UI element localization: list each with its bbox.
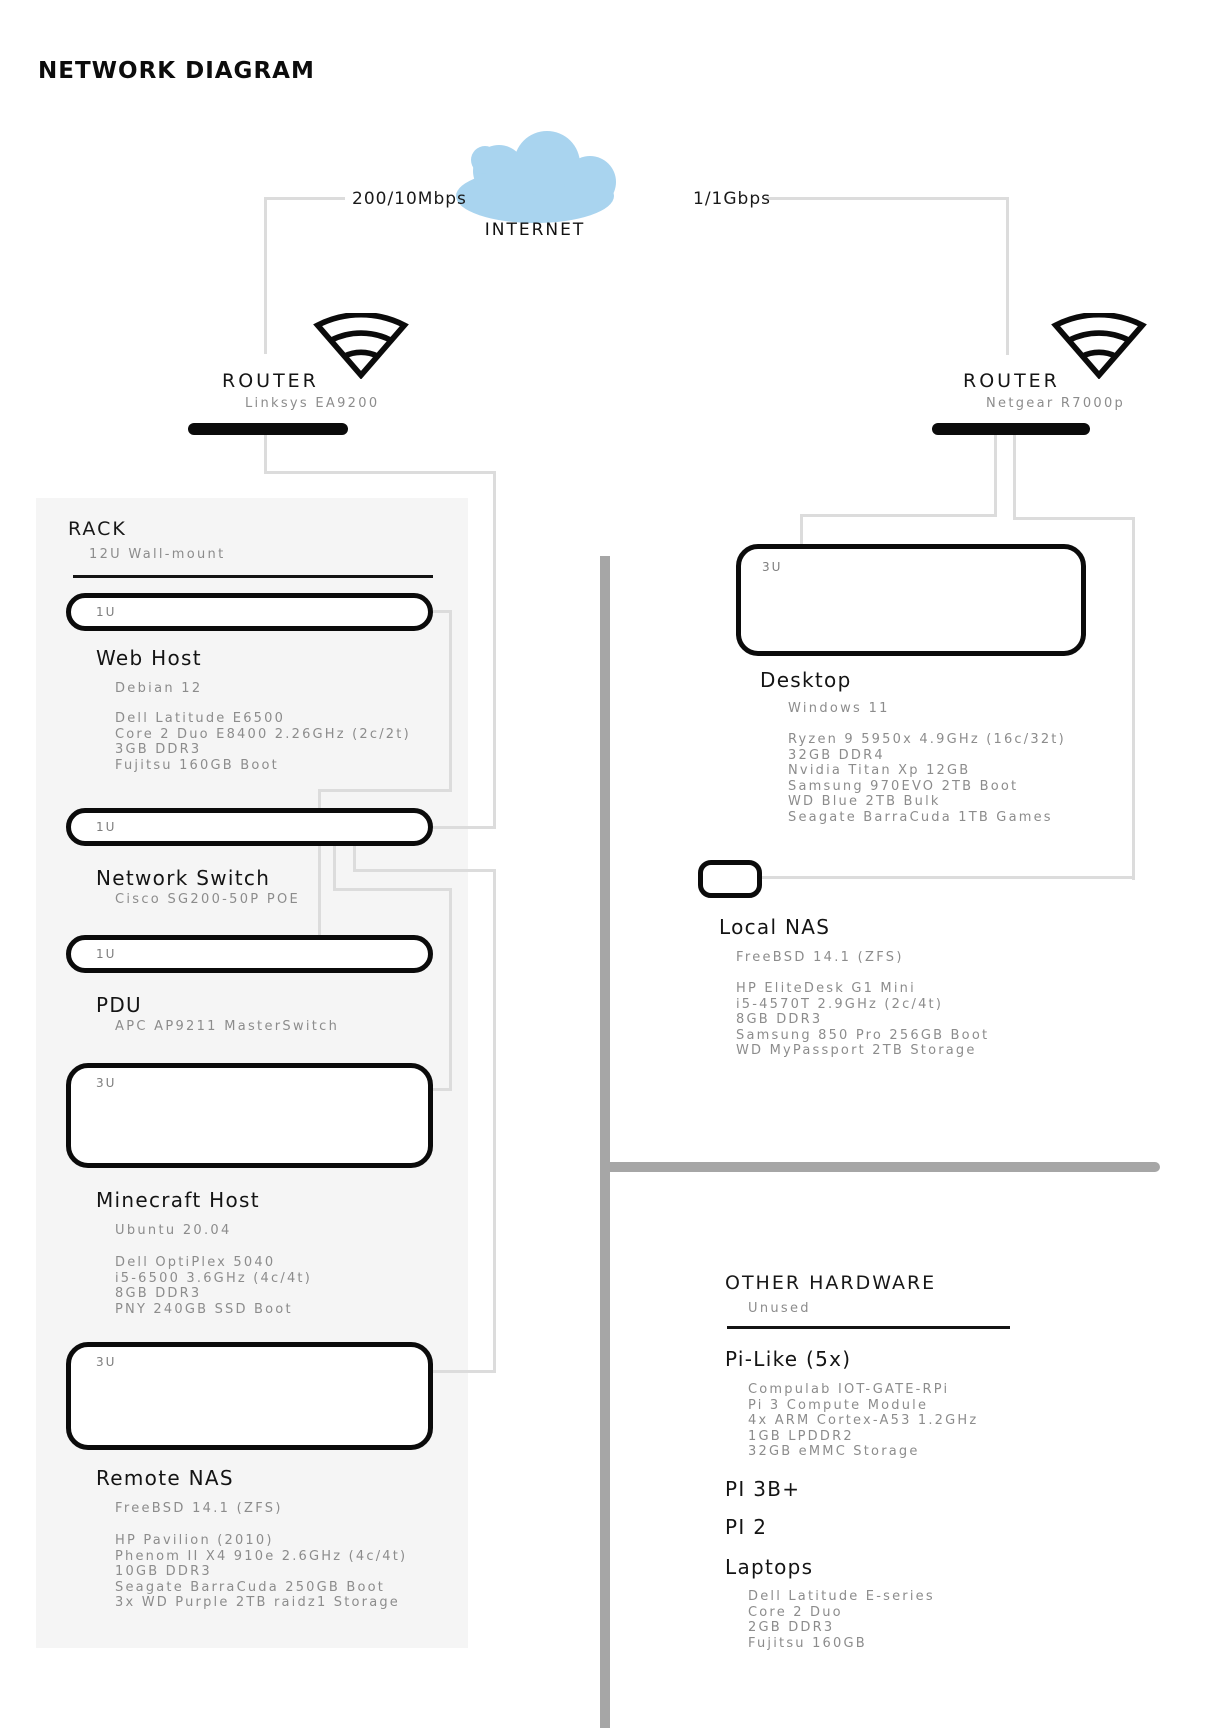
connector-internet-right — [766, 197, 1008, 200]
laptops-title: Laptops — [725, 1555, 814, 1579]
webhost-specs — [115, 711, 411, 773]
remotenas-title: Remote NAS — [96, 1466, 234, 1490]
spec-line: Phenom II X4 910e 2.6GHz (4c/4t) — [115, 1548, 408, 1564]
spec-line: Fujitsu 160GB — [748, 1635, 867, 1651]
pdu-os: APC AP9211 MasterSwitch — [115, 1019, 340, 1034]
spec-line: Core 2 Duo E8400 2.26GHz (2c/2t) — [115, 726, 411, 742]
pi2-title: PI 2 — [725, 1515, 768, 1539]
webhost-u-label: 1U — [96, 605, 117, 619]
connector-switch-to-remotenas — [493, 869, 496, 1373]
spec-line: Dell Latitude E6500 — [115, 711, 286, 726]
desktop-specs — [788, 732, 1066, 826]
pilike-title: Pi-Like (5x) — [725, 1347, 852, 1371]
connector-left-router-down — [264, 433, 267, 474]
spec-line: Core 2 Duo — [748, 1604, 843, 1620]
pdu-unit-box — [66, 935, 433, 973]
webhost-os: Debian 12 — [115, 681, 203, 696]
connector-to-localnas-down — [1132, 517, 1135, 880]
connector-into-switch-right — [433, 826, 495, 829]
remotenas-os: FreeBSD 14.1 (ZFS) — [115, 1501, 283, 1516]
spec-line: Ryzen 9 5950x 4.9GHz (16c/32t) — [788, 732, 1066, 747]
desktop-u-label: 3U — [762, 560, 783, 574]
spec-line: 10GB DDR3 — [115, 1564, 212, 1580]
spec-line: 3GB DDR3 — [115, 742, 202, 758]
spec-line: 2GB DDR3 — [748, 1620, 835, 1636]
webhost-title: Web Host — [96, 646, 202, 670]
connector-internet-to-right-router — [1006, 197, 1009, 355]
minecraft-specs — [115, 1255, 312, 1317]
left-router-base-bar — [188, 423, 348, 435]
right-speed-label: 1/1Gbps — [693, 189, 771, 209]
spec-line: Samsung 850 Pro 256GB Boot — [736, 1027, 990, 1043]
rack-subheading: 12U Wall-mount — [89, 547, 226, 562]
localnas-specs — [736, 981, 989, 1059]
connector-into-localnas — [762, 876, 1135, 879]
connector-webhost-left — [318, 789, 452, 792]
desktop-unit-box — [736, 544, 1086, 656]
spec-line: Pi 3 Compute Module — [748, 1397, 929, 1413]
switch-unit-box — [66, 808, 433, 846]
spec-line: Seagate BarraCuda 250GB Boot — [115, 1579, 386, 1595]
remotenas-unit-box — [66, 1342, 433, 1450]
left-router-name: ROUTER — [222, 370, 319, 392]
rack-rule — [73, 575, 433, 578]
switch-os: Cisco SG200-50P POE — [115, 892, 301, 907]
cloud-icon — [450, 130, 620, 225]
spec-line: i5-6500 3.6GHz (4c/4t) — [115, 1270, 312, 1286]
connector-webhost-into-switch — [318, 789, 321, 810]
connector-internet-to-left-router — [264, 197, 267, 354]
left-router-model: Linksys EA9200 — [245, 396, 380, 411]
rack-heading: RACK — [68, 518, 127, 540]
spec-line: Dell OptiPlex 5040 — [115, 1255, 276, 1270]
connector-left-router-across — [264, 471, 496, 474]
otherhw-rule — [727, 1326, 1010, 1329]
spec-line: 32GB eMMC Storage — [748, 1444, 920, 1460]
spec-line: Fujitsu 160GB Boot — [115, 757, 279, 773]
spec-line: WD Blue 2TB Bulk — [788, 794, 941, 810]
pi3b-title: PI 3B+ — [725, 1477, 801, 1501]
localnas-title: Local NAS — [719, 915, 831, 939]
spec-line: 8GB DDR3 — [115, 1286, 202, 1302]
connector-webhost-down — [449, 610, 452, 792]
connector-switch-across-a — [333, 888, 452, 891]
spec-line: HP Pavilion (2010) — [115, 1533, 274, 1548]
connector-switch-down-a — [333, 845, 336, 891]
spec-line: 4x ARM Cortex-A53 1.2GHz — [748, 1413, 979, 1429]
connector-switch-down-b — [353, 845, 356, 872]
connector-into-minecraft — [433, 1088, 452, 1091]
pilike-specs — [748, 1382, 978, 1460]
right-router-base-bar — [932, 423, 1090, 435]
spec-line: i5-4570T 2.9GHz (2c/4t) — [736, 996, 944, 1012]
pdu-title: PDU — [96, 993, 142, 1017]
wifi-icon — [308, 313, 414, 379]
spec-line: HP EliteDesk G1 Mini — [736, 981, 916, 996]
minecraft-u-label: 3U — [96, 1076, 117, 1090]
spec-line: WD MyPassport 2TB Storage — [736, 1043, 977, 1059]
wifi-icon — [1046, 313, 1152, 379]
spec-line: Nvidia Titan Xp 12GB — [788, 763, 971, 779]
remotenas-specs — [115, 1533, 407, 1611]
minecraft-title: Minecraft Host — [96, 1188, 260, 1212]
localnas-os: FreeBSD 14.1 (ZFS) — [736, 950, 904, 965]
minecraft-unit-box — [66, 1063, 433, 1168]
spec-line: 8GB DDR3 — [736, 1012, 823, 1028]
spec-line: 3x WD Purple 2TB raidz1 Storage — [115, 1595, 401, 1611]
pdu-u-label: 1U — [96, 947, 117, 961]
right-router-name: ROUTER — [963, 370, 1060, 392]
localnas-unit-box — [698, 860, 762, 898]
spec-line: Samsung 970EVO 2TB Boot — [788, 778, 1019, 794]
connector-internet-left — [264, 197, 345, 200]
connector-switch-across-b — [353, 869, 496, 872]
connector-switch-to-minecraft — [449, 888, 452, 1090]
connector-left-router-to-switch — [493, 471, 496, 829]
connector-switch-to-pdu — [318, 845, 321, 937]
divider-vertical-bar — [600, 556, 610, 1728]
connector-right-router-down-b — [1013, 435, 1016, 519]
left-speed-label: 200/10Mbps — [352, 189, 467, 209]
otherhw-subheading: Unused — [748, 1301, 811, 1316]
minecraft-os: Ubuntu 20.04 — [115, 1223, 232, 1238]
spec-line: Dell Latitude E-series — [748, 1589, 935, 1604]
spec-line: 32GB DDR4 — [788, 747, 885, 763]
connector-to-localnas-across-top — [1013, 517, 1135, 520]
page-title: NETWORK DIAGRAM — [38, 58, 315, 84]
desktop-os: Windows 11 — [788, 701, 890, 716]
internet-label: INTERNET — [484, 220, 586, 240]
connector-to-desktop-across — [800, 514, 997, 517]
spec-line: PNY 240GB SSD Boot — [115, 1301, 293, 1317]
spec-line: Seagate BarraCuda 1TB Games — [788, 809, 1053, 825]
connector-right-router-down-a — [994, 435, 997, 516]
remotenas-u-label: 3U — [96, 1355, 117, 1369]
right-router-model: Netgear R7000p — [986, 396, 1126, 411]
connector-into-remotenas — [433, 1370, 495, 1373]
divider-horizontal-bar — [600, 1162, 1160, 1172]
connector-into-desktop — [800, 514, 803, 546]
switch-title: Network Switch — [96, 866, 271, 890]
otherhw-heading: OTHER HARDWARE — [725, 1272, 937, 1294]
laptops-specs — [748, 1589, 935, 1651]
webhost-unit-box — [66, 593, 433, 631]
spec-line: Compulab IOT-GATE-RPi — [748, 1382, 950, 1397]
spec-line: 1GB LPDDR2 — [748, 1428, 854, 1444]
desktop-title: Desktop — [760, 668, 852, 692]
switch-u-label: 1U — [96, 820, 117, 834]
